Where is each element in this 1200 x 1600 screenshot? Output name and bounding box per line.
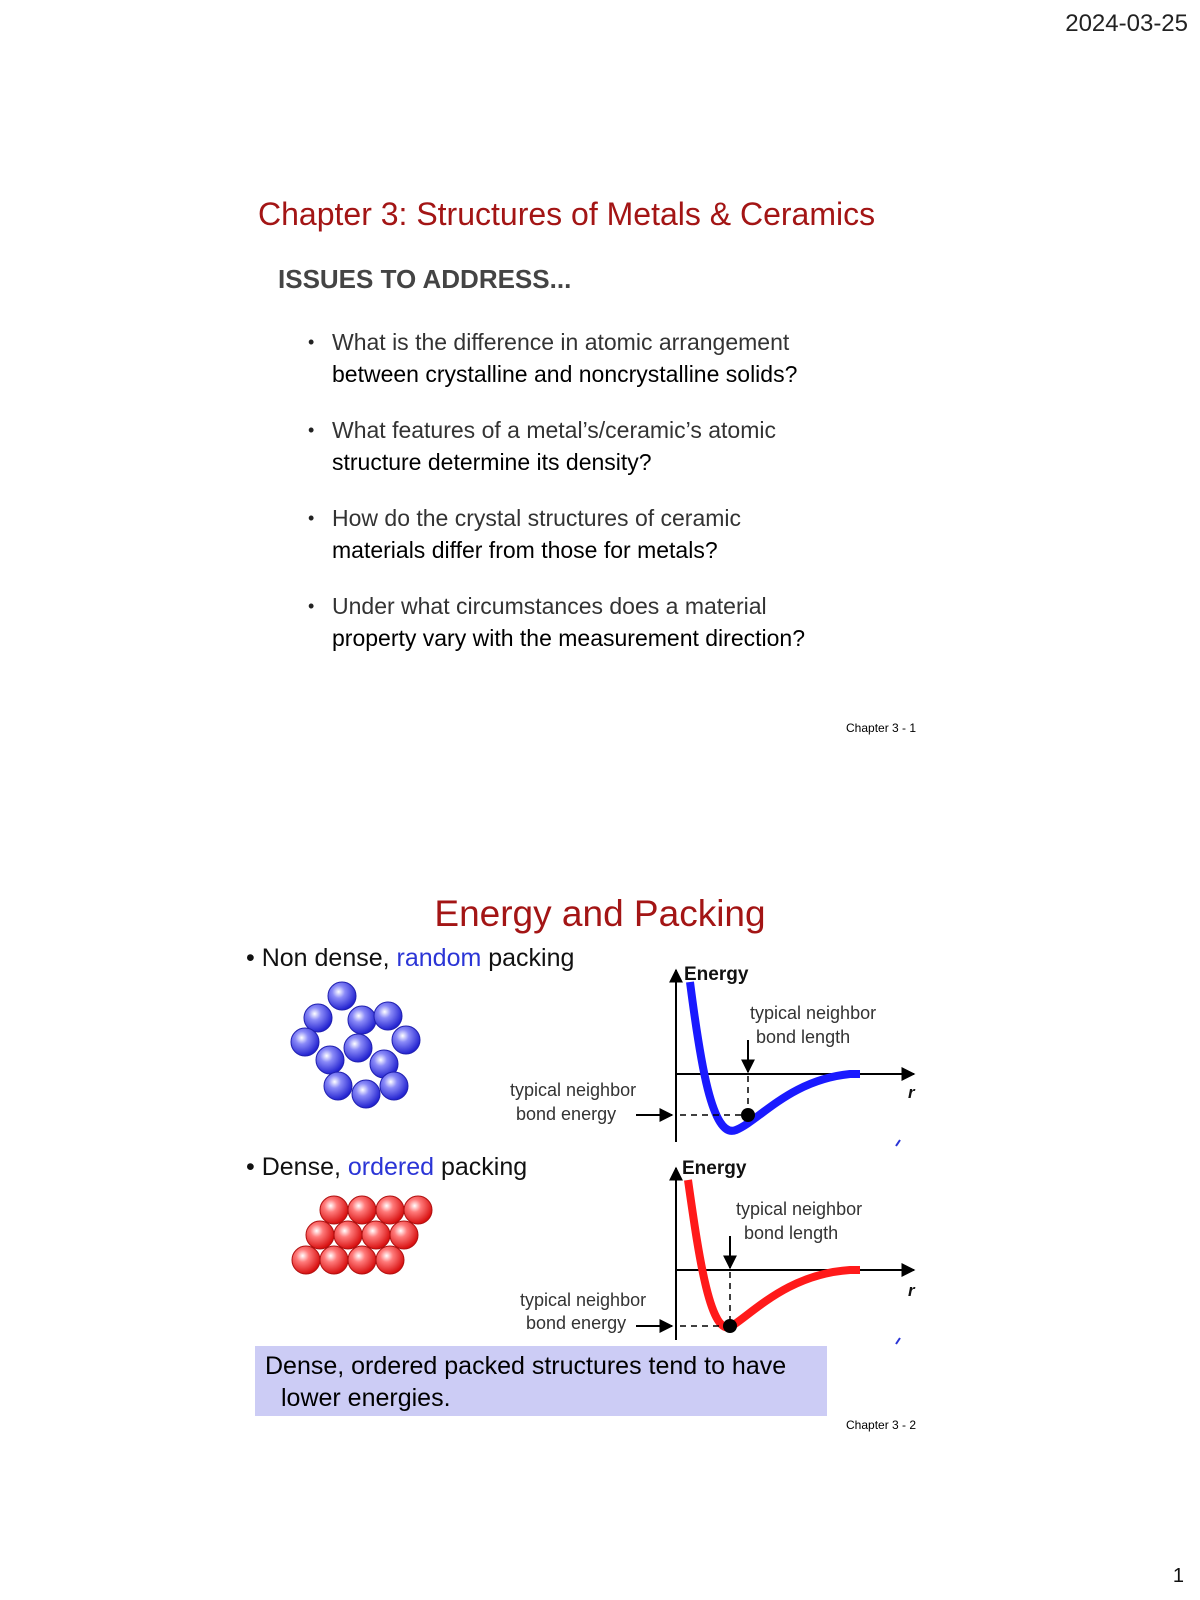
- random-atom: [328, 982, 356, 1010]
- bond-length-label: bond length: [756, 1027, 851, 1047]
- page-number: 1: [1172, 1565, 1184, 1587]
- ordered-atom: [404, 1196, 432, 1224]
- bullet-text: packing: [434, 1153, 528, 1181]
- bullet-text: Non dense,: [261, 944, 397, 972]
- ordered-atom: [362, 1221, 390, 1249]
- ordered-atom: [306, 1221, 334, 1249]
- stray-mark: [896, 1338, 900, 1344]
- bond-length-label: bond length: [744, 1223, 839, 1243]
- bond-energy-label: typical neighbor: [510, 1080, 637, 1100]
- slide2-footer: Chapter 3 - 2: [846, 1418, 917, 1432]
- energy-label: Energy: [684, 964, 749, 985]
- bullet-text: packing: [481, 944, 575, 972]
- bond-energy-label: typical neighbor: [520, 1290, 647, 1310]
- random-atom: [380, 1072, 408, 1100]
- random-atom: [304, 1004, 332, 1032]
- page-date: 2024-03-25: [1065, 10, 1188, 37]
- bullet-line: How do the crystal structures of ceramic: [332, 505, 742, 531]
- ordered-atom: [390, 1221, 418, 1249]
- energy-plot-random: [510, 964, 916, 1146]
- bullet-line: property vary with the measurement direction?: [332, 625, 805, 651]
- bullet-line: Under what circumstances does a material: [332, 593, 767, 619]
- ordered-atom: [376, 1246, 404, 1274]
- ordered-atom: [334, 1221, 362, 1249]
- slide2-title: Energy and Packing: [434, 893, 766, 934]
- random-atom: [348, 1006, 376, 1034]
- bullet-icon: •: [308, 332, 315, 352]
- bullet-icon: •: [308, 420, 315, 440]
- ordered-atom: [292, 1246, 320, 1274]
- highlight-word: ordered: [347, 1153, 435, 1181]
- slide1-footer: Chapter 3 - 1: [846, 721, 917, 735]
- ordered-atom: [376, 1196, 404, 1224]
- equilibrium-point: [723, 1319, 737, 1333]
- ordered-atom: [320, 1196, 348, 1224]
- stray-mark: [896, 1140, 900, 1146]
- slide1-title: Chapter 3: Structures of Metals & Ceramics: [258, 196, 876, 232]
- random-atom: [344, 1034, 372, 1062]
- conclusion-line: Dense, ordered packed structures tend to have: [265, 1352, 787, 1380]
- random-atom: [392, 1026, 420, 1054]
- ordered-atoms: [292, 1196, 432, 1274]
- random-atom: [324, 1072, 352, 1100]
- bond-energy-label: bond energy: [526, 1313, 627, 1333]
- bullet-line: What features of a metal’s/ceramic’s atomic: [332, 417, 776, 443]
- bond-energy-label: bond energy: [516, 1104, 617, 1124]
- bullet-random-packing: • Non dense, random packing: [246, 944, 575, 972]
- random-atom: [316, 1046, 344, 1074]
- ordered-atom: [348, 1196, 376, 1224]
- ordered-atom: [320, 1246, 348, 1274]
- bullet-line: materials differ from those for metals?: [332, 537, 718, 563]
- r-label: r: [908, 1083, 915, 1102]
- issues-heading: ISSUES TO ADDRESS...: [278, 264, 572, 294]
- r-label: r: [908, 1281, 915, 1300]
- bond-length-label: typical neighbor: [736, 1199, 863, 1219]
- bullet-line: between crystalline and noncrystalline solids?: [332, 361, 798, 387]
- random-atom: [291, 1028, 319, 1056]
- random-atoms: [291, 982, 420, 1108]
- ordered-atom: [348, 1246, 376, 1274]
- bullet-icon: •: [308, 508, 315, 528]
- bullet-line: What is the difference in atomic arrangement: [332, 329, 790, 355]
- energy-plot-ordered: [520, 1158, 916, 1344]
- highlight-word: random: [396, 944, 482, 972]
- bullet-icon: •: [308, 596, 315, 616]
- random-atom: [352, 1080, 380, 1108]
- bullet-ordered-packing: • Dense, ordered packing: [246, 1153, 528, 1181]
- bullet-text: Dense,: [261, 1153, 348, 1181]
- energy-label: Energy: [682, 1158, 747, 1179]
- random-atom: [374, 1002, 402, 1030]
- bond-length-label: typical neighbor: [750, 1003, 877, 1023]
- conclusion-line: lower energies.: [281, 1384, 451, 1412]
- bullet-line: structure determine its density?: [332, 449, 652, 475]
- equilibrium-point: [741, 1108, 755, 1122]
- conclusion-box: [255, 1346, 827, 1416]
